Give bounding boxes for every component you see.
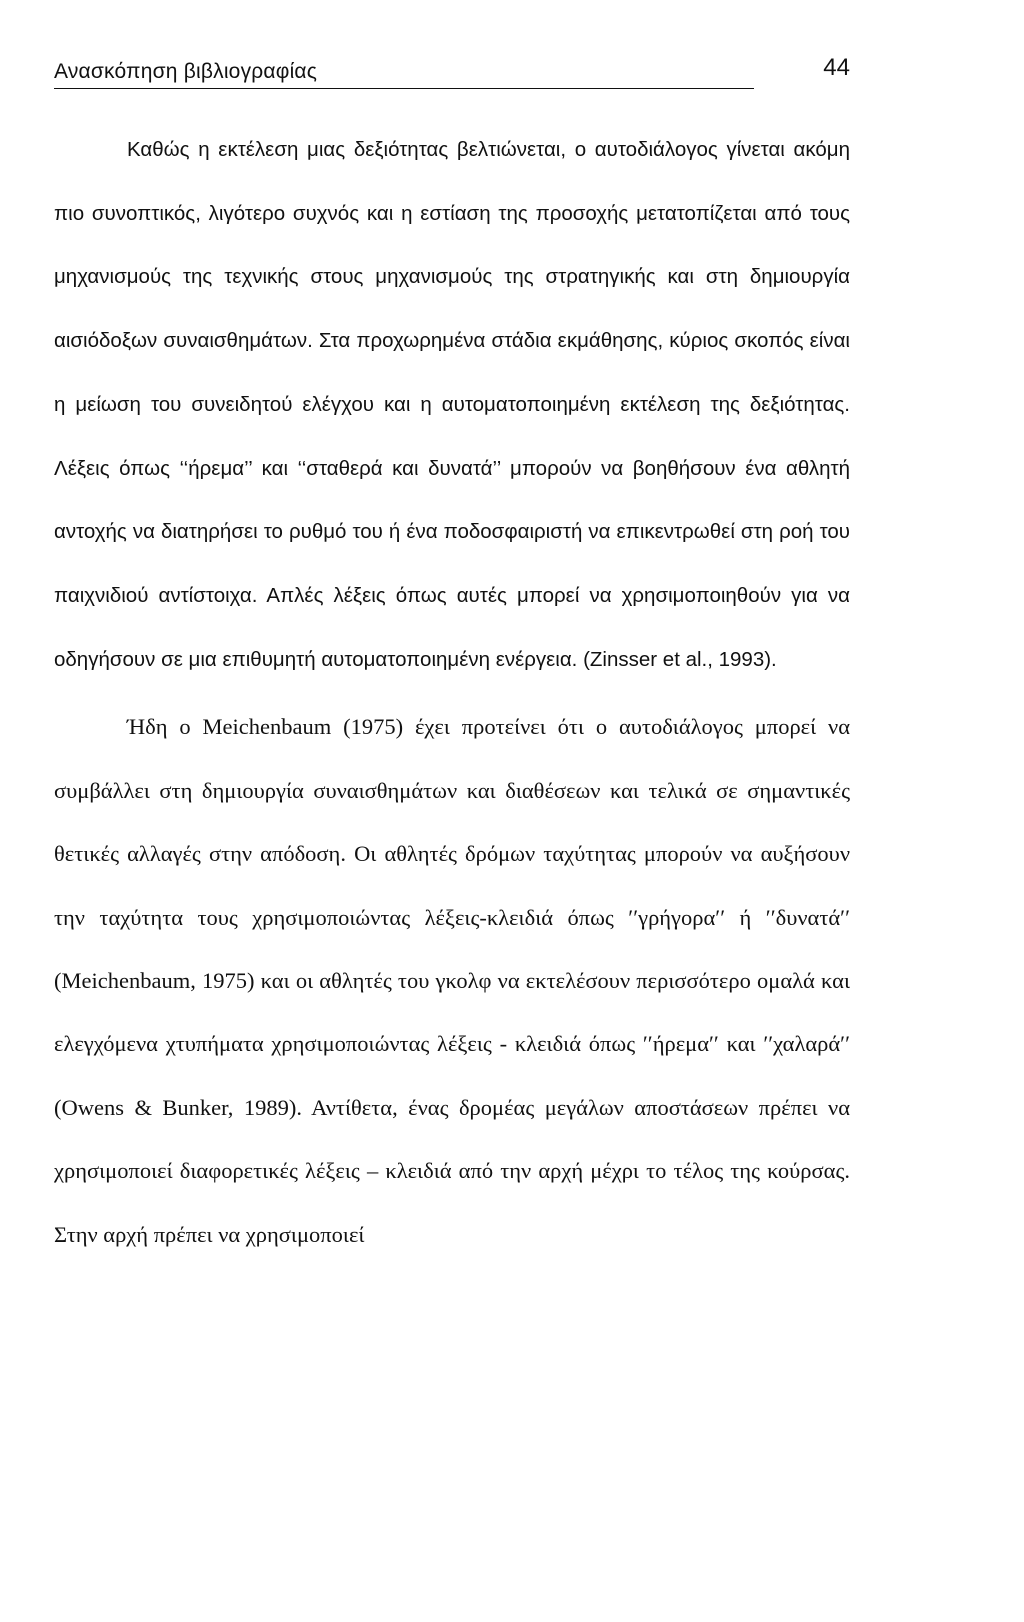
section-title: Ανασκόπηση βιβλιογραφίας: [54, 60, 318, 83]
document-page: [54, 48, 850, 1266]
paragraph: Καθώς η εκτέλεση μιας δεξιότητας βελτιώνεται, ο αυτοδιάλογος γίνεται ακόμη πιο συνοπτικός, λιγότερο συχνός και η εστίαση της προσοχής μετατοπίζεται από τους μηχανισμούς της τεχνικής στους μηχανισμούς της στρατηγικής και στη δημιουργία αισιόδοξων συναισθημάτων. Στα προχωρημένα στάδια εκμάθησης, κύριος σκοπός είναι η μείωση του συνειδητού ελέγχου και η αυτοματοποιημένη εκτέλεση της δεξιότητας. Λέξεις όπως ‘‘ήρεμα’’ και ‘‘σταθερά και δυνατά’’ μπορούν να βοηθήσουν ένα αθλητή αντοχής να διατηρήσει το ρυθμό του ή ένα ποδοσφαιριστή να επικεντρωθεί στη ροή του παιχνιδιού αντίστοιχα. Απλές λέξεις όπως αυτές μπορεί να χρησιμοποιηθούν για να οδηγήσουν σε μια επιθυμητή αυτοματοποιημένη ενέργεια. (Zinsser et al., 1993).: [54, 138, 850, 671]
paragraph: Ήδη ο Meichenbaum (1975) έχει προτείνει ότι ο αυτοδιάλογος μπορεί να συμβάλλει στη δημιουργία συναισθημάτων και διαθέσεων και τελικά σε σημαντικές θετικές αλλαγές στην απόδοση. Οι αθλητές δρόμων ταχύτητας μπορούν να αυξήσουν την ταχύτητα τους χρησιμοποιώντας λέξεις-κλειδιά όπως ′′γρήγορα′′ ή ′′δυνατά′′ (Meichenbaum, 1975) και οι αθλητές του γκολφ να εκτελέσουν περισσότερο ομαλά και ελεγχόμενα χτυπήματα χρησιμοποιώντας λέξεις - κλειδιά όπως ′′ήρεμα′′ και ′′χαλαρά′′ (Owens & Bunker, 1989). Αντίθετα, ένας δρομέας μεγάλων αποστάσεων πρέπει να χρησιμοποιεί διαφορετικές λέξεις – κλειδιά από την αρχή μέχρι το τέλος της κούρσας. Στην αρχή πρέπει να χρησιμοποιεί: [54, 714, 850, 1247]
page-number: 44: [823, 54, 850, 81]
running-header: [54, 48, 754, 89]
body-text: [54, 118, 850, 1266]
